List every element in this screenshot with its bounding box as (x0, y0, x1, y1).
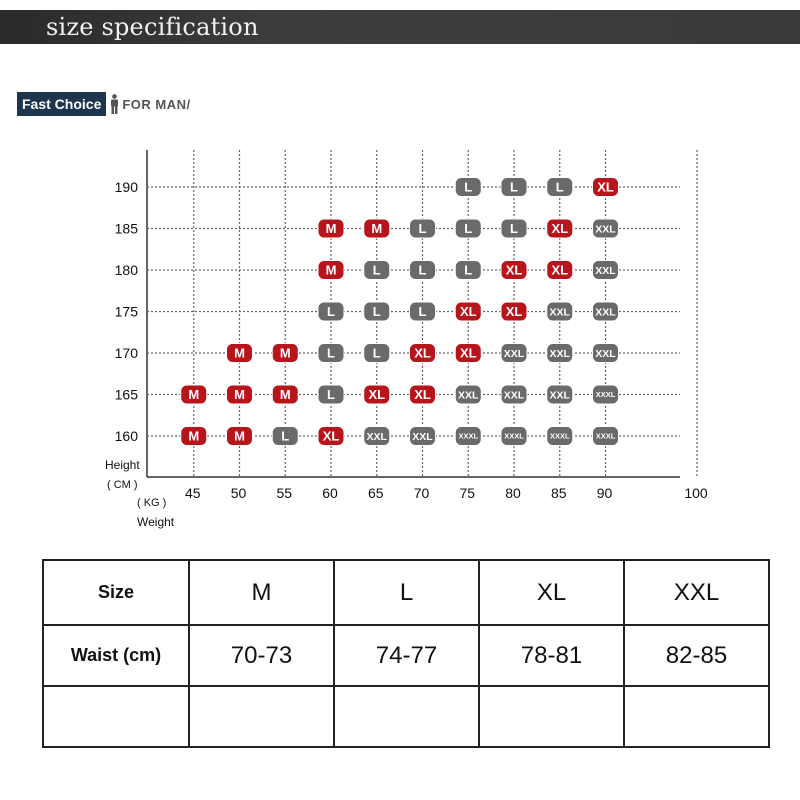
size-cell: XXL (624, 560, 769, 625)
size-badge-label: L (464, 221, 473, 237)
size-badge-label: XL (597, 179, 614, 195)
size-badge-label: M (188, 387, 200, 403)
size-badge-label: XL (551, 262, 569, 278)
size-header-cell: Size (43, 560, 189, 625)
x-tick-label: 75 (459, 485, 476, 501)
x-tick-label: 60 (322, 485, 338, 501)
waist-cell: 70-73 (189, 625, 334, 686)
size-badge-label: M (325, 262, 337, 278)
empty-cell (479, 686, 624, 747)
empty-cell (43, 686, 189, 747)
x-tick-label: 70 (413, 485, 430, 501)
y-tick-label: 170 (114, 345, 138, 361)
size-badge-label: XXXL (595, 390, 616, 400)
y-axis-label: Height (105, 458, 140, 472)
size-badge-label: L (418, 304, 427, 320)
page-title: size specification (46, 13, 259, 41)
y-tick-label: 165 (114, 386, 138, 403)
size-badge-label: XXXL (458, 431, 479, 441)
for-man-label: FOR MAN/ (122, 96, 191, 112)
size-badge-label: L (281, 428, 290, 444)
x-axis-label: Weight (137, 515, 175, 529)
size-badge-label: XL (322, 428, 340, 444)
size-badge-label: L (510, 221, 518, 237)
x-tick-label: 50 (230, 485, 247, 501)
y-tick-label: 185 (114, 220, 138, 237)
table-row (43, 686, 769, 747)
size-badge-label: XXL (549, 389, 570, 402)
size-badge-label: L (555, 179, 564, 195)
size-badge-label: XL (459, 304, 477, 320)
size-badge-label: XL (414, 345, 431, 361)
x-tick-label: 65 (367, 485, 384, 501)
size-badge-label: M (234, 387, 245, 403)
x-axis-unit-label: ( KG ) (137, 497, 167, 509)
size-badge-label: L (327, 345, 335, 361)
size-badge-label: XXL (595, 264, 616, 277)
size-cell: M (189, 560, 334, 625)
size-badge-label: M (234, 345, 245, 361)
size-badge-label: XXXL (549, 431, 570, 441)
size-badge-label: XXL (595, 223, 616, 236)
size-cell: L (334, 560, 479, 625)
y-tick-label: 160 (114, 428, 138, 444)
empty-cell (334, 686, 479, 747)
size-badge-label: XXL (595, 347, 616, 360)
size-badge-label: M (325, 221, 337, 237)
size-badge-label: L (327, 387, 335, 403)
y-tick-label: 175 (114, 303, 138, 320)
size-badge-label: L (418, 262, 427, 278)
size-badge-label: XL (459, 345, 477, 361)
waist-header-cell: Waist (cm) (43, 625, 189, 686)
size-badge-label: L (464, 262, 473, 278)
y-axis-unit-label: ( CM ) (107, 479, 138, 491)
size-badge-label: XL (505, 262, 523, 278)
x-tick-label: 45 (184, 485, 201, 501)
x-tick-label: 100 (684, 485, 708, 501)
size-badge-label: L (372, 262, 381, 278)
size-badge-label: XL (368, 387, 386, 403)
y-tick-label: 180 (114, 262, 138, 278)
size-badge-label: XXL (503, 389, 525, 402)
empty-cell (624, 686, 769, 747)
waist-cell: 82-85 (624, 625, 769, 686)
size-badge-label: L (327, 304, 335, 320)
size-badge-label: M (279, 387, 291, 403)
size-badge-label: L (372, 345, 381, 361)
size-badge-label: XXL (503, 347, 525, 360)
size-badge-label: L (418, 221, 427, 237)
empty-cell (189, 686, 334, 747)
size-badge-label: M (188, 428, 200, 444)
x-tick-label: 55 (276, 485, 293, 501)
size-badge-label: L (510, 179, 518, 195)
waist-size-table (42, 559, 770, 748)
size-badge-label: XXXL (504, 431, 524, 441)
size-badge-label: XXL (412, 430, 433, 443)
size-badge-label: M (234, 428, 245, 444)
y-tick-label: 190 (114, 179, 138, 195)
size-badge-label: XXL (549, 347, 570, 360)
size-badge-label: M (371, 221, 383, 237)
table-row (43, 625, 769, 686)
fast-choice-badge: Fast Choice (17, 92, 106, 116)
x-tick-label: 85 (550, 485, 567, 501)
size-badge-label: XL (551, 221, 569, 237)
size-badge-label: XXL (366, 430, 387, 443)
size-badge-label: XL (505, 304, 523, 320)
size-badge-label: XXL (595, 306, 616, 319)
table-row (43, 560, 769, 625)
size-badge-label: L (464, 179, 473, 195)
size-badge-label: M (279, 345, 291, 361)
size-cell: XL (479, 560, 624, 625)
size-badge-label: XXL (549, 306, 570, 319)
waist-cell: 74-77 (334, 625, 479, 686)
x-tick-label: 90 (596, 485, 613, 501)
x-tick-label: 80 (505, 485, 521, 501)
size-badge-label: XXL (458, 389, 479, 402)
size-badge-label: XXXL (595, 431, 616, 441)
size-badge-label: L (372, 304, 381, 320)
size-badge-label: XL (414, 387, 431, 403)
waist-cell: 78-81 (479, 625, 624, 686)
